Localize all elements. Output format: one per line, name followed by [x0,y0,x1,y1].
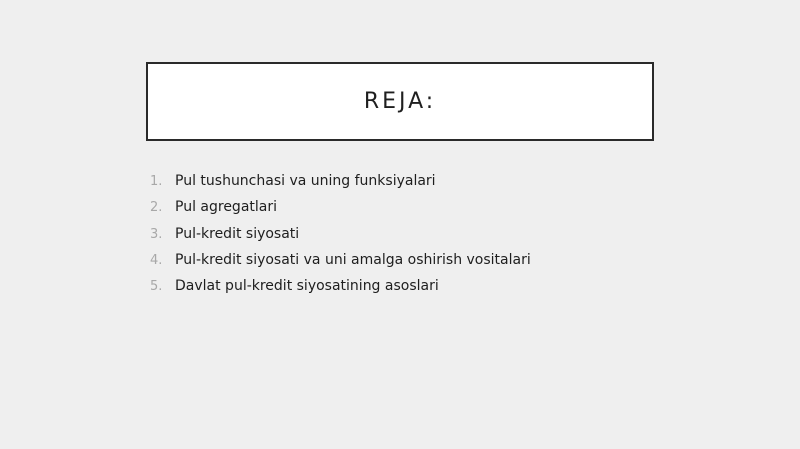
list-item-number: 3. [150,226,163,242]
list-item [150,173,531,199]
list-item-text: Pul-kredit siyosati va uni amalga oshirish vositalari [175,251,531,268]
list-item-text: Davlat pul-kredit siyosatining asoslari [175,278,439,295]
title-box [146,62,654,141]
slide-title: REJA: [363,89,437,114]
list-item-text: Pul-kredit siyosati [175,225,300,242]
list-item [150,252,531,278]
list-item-text: Pul agregatlari [175,199,278,216]
list-item-number: 1. [150,174,163,189]
list-item-text: Pul tushunchasi va uning funksiyalari [175,173,436,189]
plan-list [150,173,531,304]
list-item [150,278,531,304]
list-item [150,226,531,252]
list-item [150,199,531,225]
list-item-number: 4. [150,252,163,268]
list-item-number: 2. [150,200,163,216]
list-item-number: 5. [150,279,163,295]
